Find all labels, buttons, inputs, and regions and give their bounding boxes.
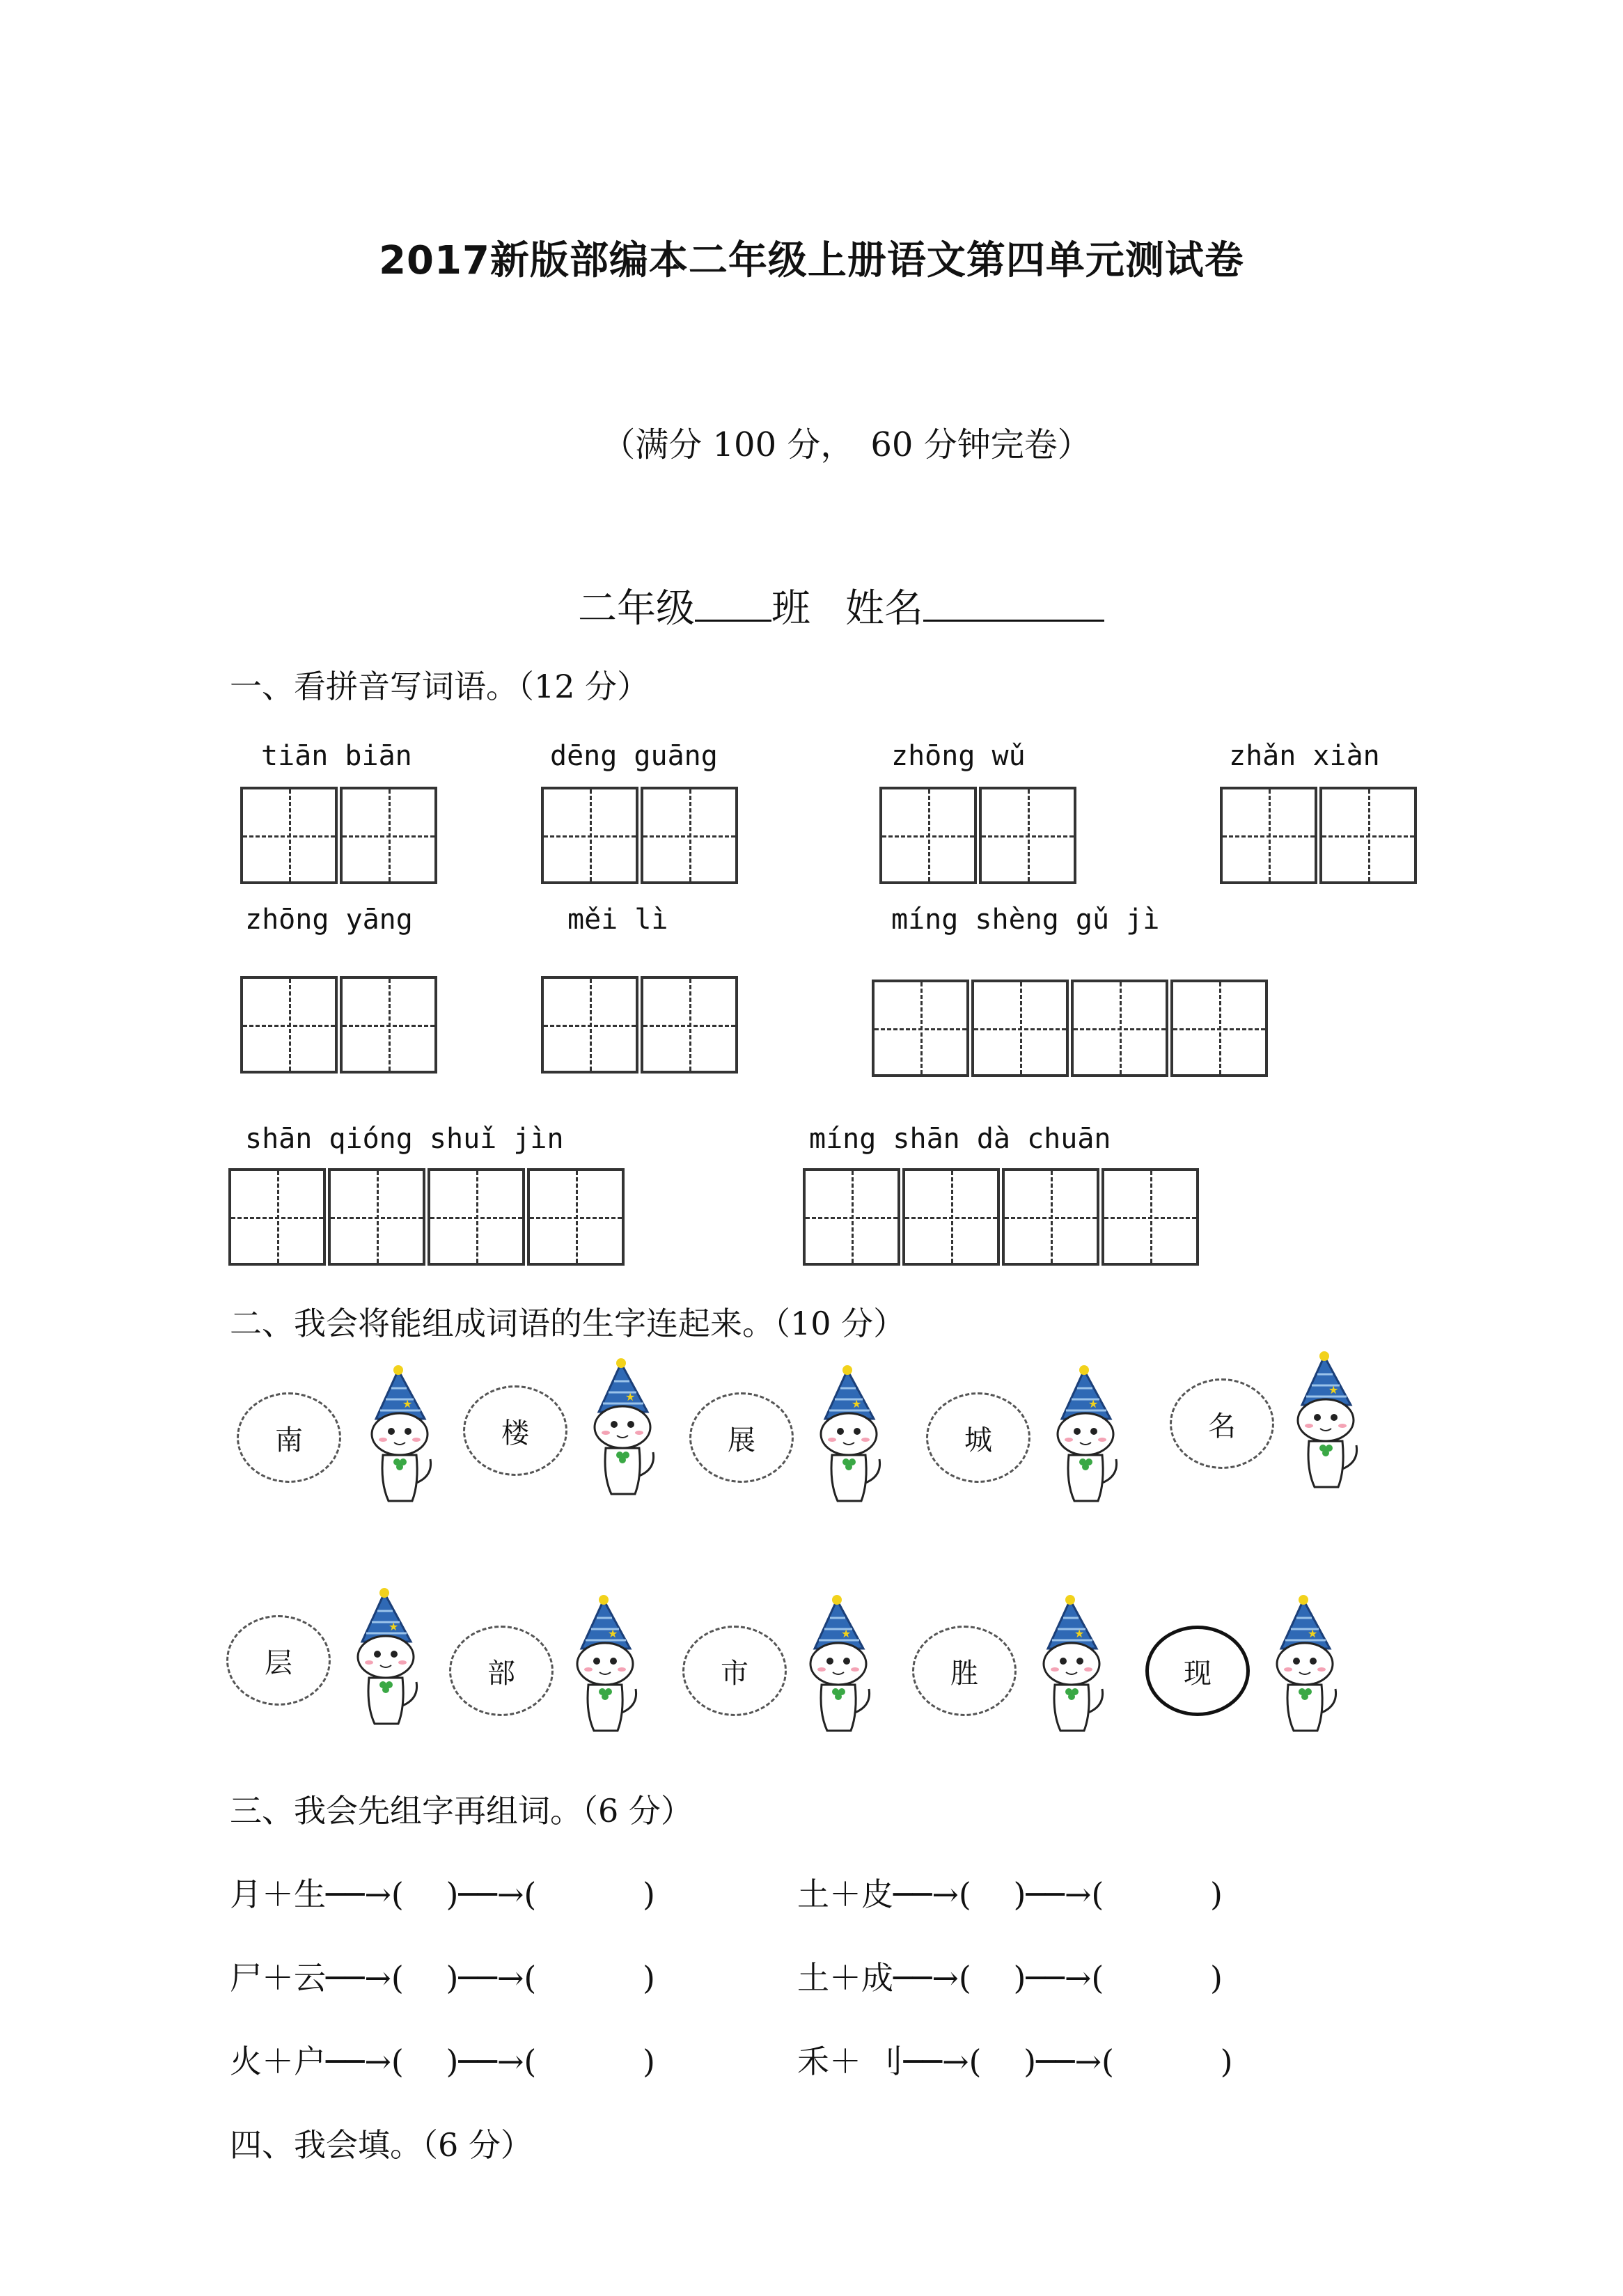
name-label: 姓名: [845, 586, 923, 631]
svg-text:★: ★: [841, 1627, 852, 1640]
character: 部: [487, 1657, 515, 1690]
compose-item[interactable]: 土＋皮──→( )──→( ): [797, 1876, 1223, 1913]
grade-label: 二年级: [578, 586, 695, 631]
grid-cell[interactable]: [1220, 787, 1317, 884]
character-bubble[interactable]: [1170, 1378, 1274, 1469]
section1-heading: 一、看拼音写词语。（12 分）: [230, 668, 650, 705]
cartoon-cat-icon: [355, 1365, 446, 1511]
grid-cell[interactable]: [240, 787, 338, 884]
pinyin-prompt: dēng guāng: [550, 740, 718, 772]
cartoon-cat-icon: [794, 1594, 884, 1740]
writing-grid[interactable]: [541, 787, 738, 884]
section2-heading: 二、我会将能组成词语的生字连起来。（10 分）: [230, 1305, 906, 1342]
cartoon-cat-icon: [1027, 1594, 1118, 1740]
cartoon-cat-icon: [560, 1594, 651, 1740]
character: 楼: [501, 1417, 529, 1449]
svg-text:★: ★: [1308, 1627, 1318, 1640]
grid-cell[interactable]: [872, 980, 969, 1077]
compose-item[interactable]: 尸＋云──→( )──→( ): [230, 1959, 655, 1997]
section3-heading: 三、我会先组字再组词。（6 分）: [230, 1792, 693, 1830]
character-bubble[interactable]: [926, 1392, 1030, 1483]
character: 现: [1184, 1657, 1212, 1690]
character: 层: [265, 1646, 292, 1679]
grid-cell[interactable]: [228, 1168, 326, 1266]
character-bubble[interactable]: [237, 1392, 341, 1483]
cartoon-cat-icon: [1281, 1351, 1372, 1497]
cartoon-cat-icon: [804, 1365, 895, 1511]
grid-cell[interactable]: [328, 1168, 425, 1266]
exam-subtitle: （满分 100 分， 60 分钟完卷）: [602, 425, 1091, 464]
name-blank[interactable]: [923, 583, 1104, 622]
grid-cell[interactable]: [1319, 787, 1417, 884]
svg-text:★: ★: [852, 1397, 862, 1410]
pinyin-prompt: shān qióng shuǐ jìn: [245, 1123, 564, 1155]
grid-cell[interactable]: [1002, 1168, 1099, 1266]
class-label: 班: [771, 586, 810, 631]
character: 城: [964, 1424, 992, 1456]
svg-text:★: ★: [608, 1627, 618, 1640]
class-blank[interactable]: [695, 583, 771, 622]
svg-text:★: ★: [1088, 1397, 1099, 1410]
grid-cell[interactable]: [1170, 980, 1268, 1077]
pinyin-prompt: zhōng wǔ: [891, 740, 1026, 772]
compose-item[interactable]: 土＋成──→( )──→( ): [797, 1959, 1223, 1997]
writing-grid[interactable]: [879, 787, 1076, 884]
svg-text:★: ★: [1074, 1627, 1085, 1640]
character-bubble[interactable]: [912, 1626, 1017, 1716]
cartoon-cat-icon: [1041, 1365, 1131, 1511]
writing-grid[interactable]: [240, 976, 437, 1074]
pinyin-prompt: míng shān dà chuān: [809, 1123, 1111, 1155]
character-bubble[interactable]: [1145, 1626, 1250, 1716]
compose-item[interactable]: 月＋生──→( )──→( ): [230, 1876, 655, 1913]
grid-cell[interactable]: [803, 1168, 900, 1266]
grid-cell[interactable]: [979, 787, 1076, 884]
svg-text:★: ★: [1328, 1383, 1339, 1397]
grid-cell[interactable]: [1101, 1168, 1199, 1266]
character-bubble[interactable]: [689, 1392, 794, 1483]
section4-heading: 四、我会填。（6 分）: [230, 2126, 533, 2164]
pinyin-prompt: měi lì: [567, 904, 668, 936]
writing-grid[interactable]: [1220, 787, 1417, 884]
cartoon-cat-icon: [341, 1587, 432, 1733]
writing-grid[interactable]: [803, 1168, 1199, 1266]
class-name-line: [578, 578, 1104, 634]
grid-cell[interactable]: [541, 976, 638, 1074]
compose-item[interactable]: 禾＋ 刂──→( )──→( ): [797, 2043, 1233, 2080]
grid-cell[interactable]: [527, 1168, 625, 1266]
pinyin-prompt: míng shèng gǔ jì: [891, 904, 1160, 936]
character-bubble[interactable]: [463, 1385, 567, 1476]
compose-item[interactable]: 火＋户──→( )──→( ): [230, 2043, 655, 2080]
character: 市: [721, 1657, 748, 1690]
pinyin-prompt: zhōng yāng: [245, 904, 413, 936]
writing-grid[interactable]: [228, 1168, 625, 1266]
grid-cell[interactable]: [240, 976, 338, 1074]
cartoon-cat-icon: [1260, 1594, 1351, 1740]
svg-text:★: ★: [625, 1390, 636, 1403]
pinyin-prompt: tiān biān: [261, 740, 412, 772]
character-bubble[interactable]: [682, 1626, 787, 1716]
character-bubble[interactable]: [449, 1626, 554, 1716]
character: 名: [1208, 1410, 1236, 1442]
grid-cell[interactable]: [340, 787, 437, 884]
writing-grid[interactable]: [872, 980, 1268, 1077]
grid-cell[interactable]: [902, 1168, 1000, 1266]
grid-cell[interactable]: [541, 787, 638, 884]
grid-cell[interactable]: [641, 787, 738, 884]
grid-cell[interactable]: [340, 976, 437, 1074]
grid-cell[interactable]: [428, 1168, 525, 1266]
character: 展: [728, 1424, 755, 1456]
writing-grid[interactable]: [541, 976, 738, 1074]
grid-cell[interactable]: [641, 976, 738, 1074]
grid-cell[interactable]: [879, 787, 977, 884]
page-title: 2017新版部编本二年级上册语文第四单元测试卷: [379, 238, 1244, 283]
pinyin-prompt: zhǎn xiàn: [1229, 740, 1380, 772]
character: 胜: [950, 1657, 978, 1690]
grid-cell[interactable]: [971, 980, 1069, 1077]
grid-cell[interactable]: [1071, 980, 1168, 1077]
svg-text:★: ★: [389, 1620, 399, 1633]
cartoon-cat-icon: [578, 1358, 668, 1504]
svg-text:★: ★: [402, 1397, 413, 1410]
character: 南: [275, 1424, 303, 1456]
writing-grid[interactable]: [240, 787, 437, 884]
character-bubble[interactable]: [226, 1615, 331, 1706]
